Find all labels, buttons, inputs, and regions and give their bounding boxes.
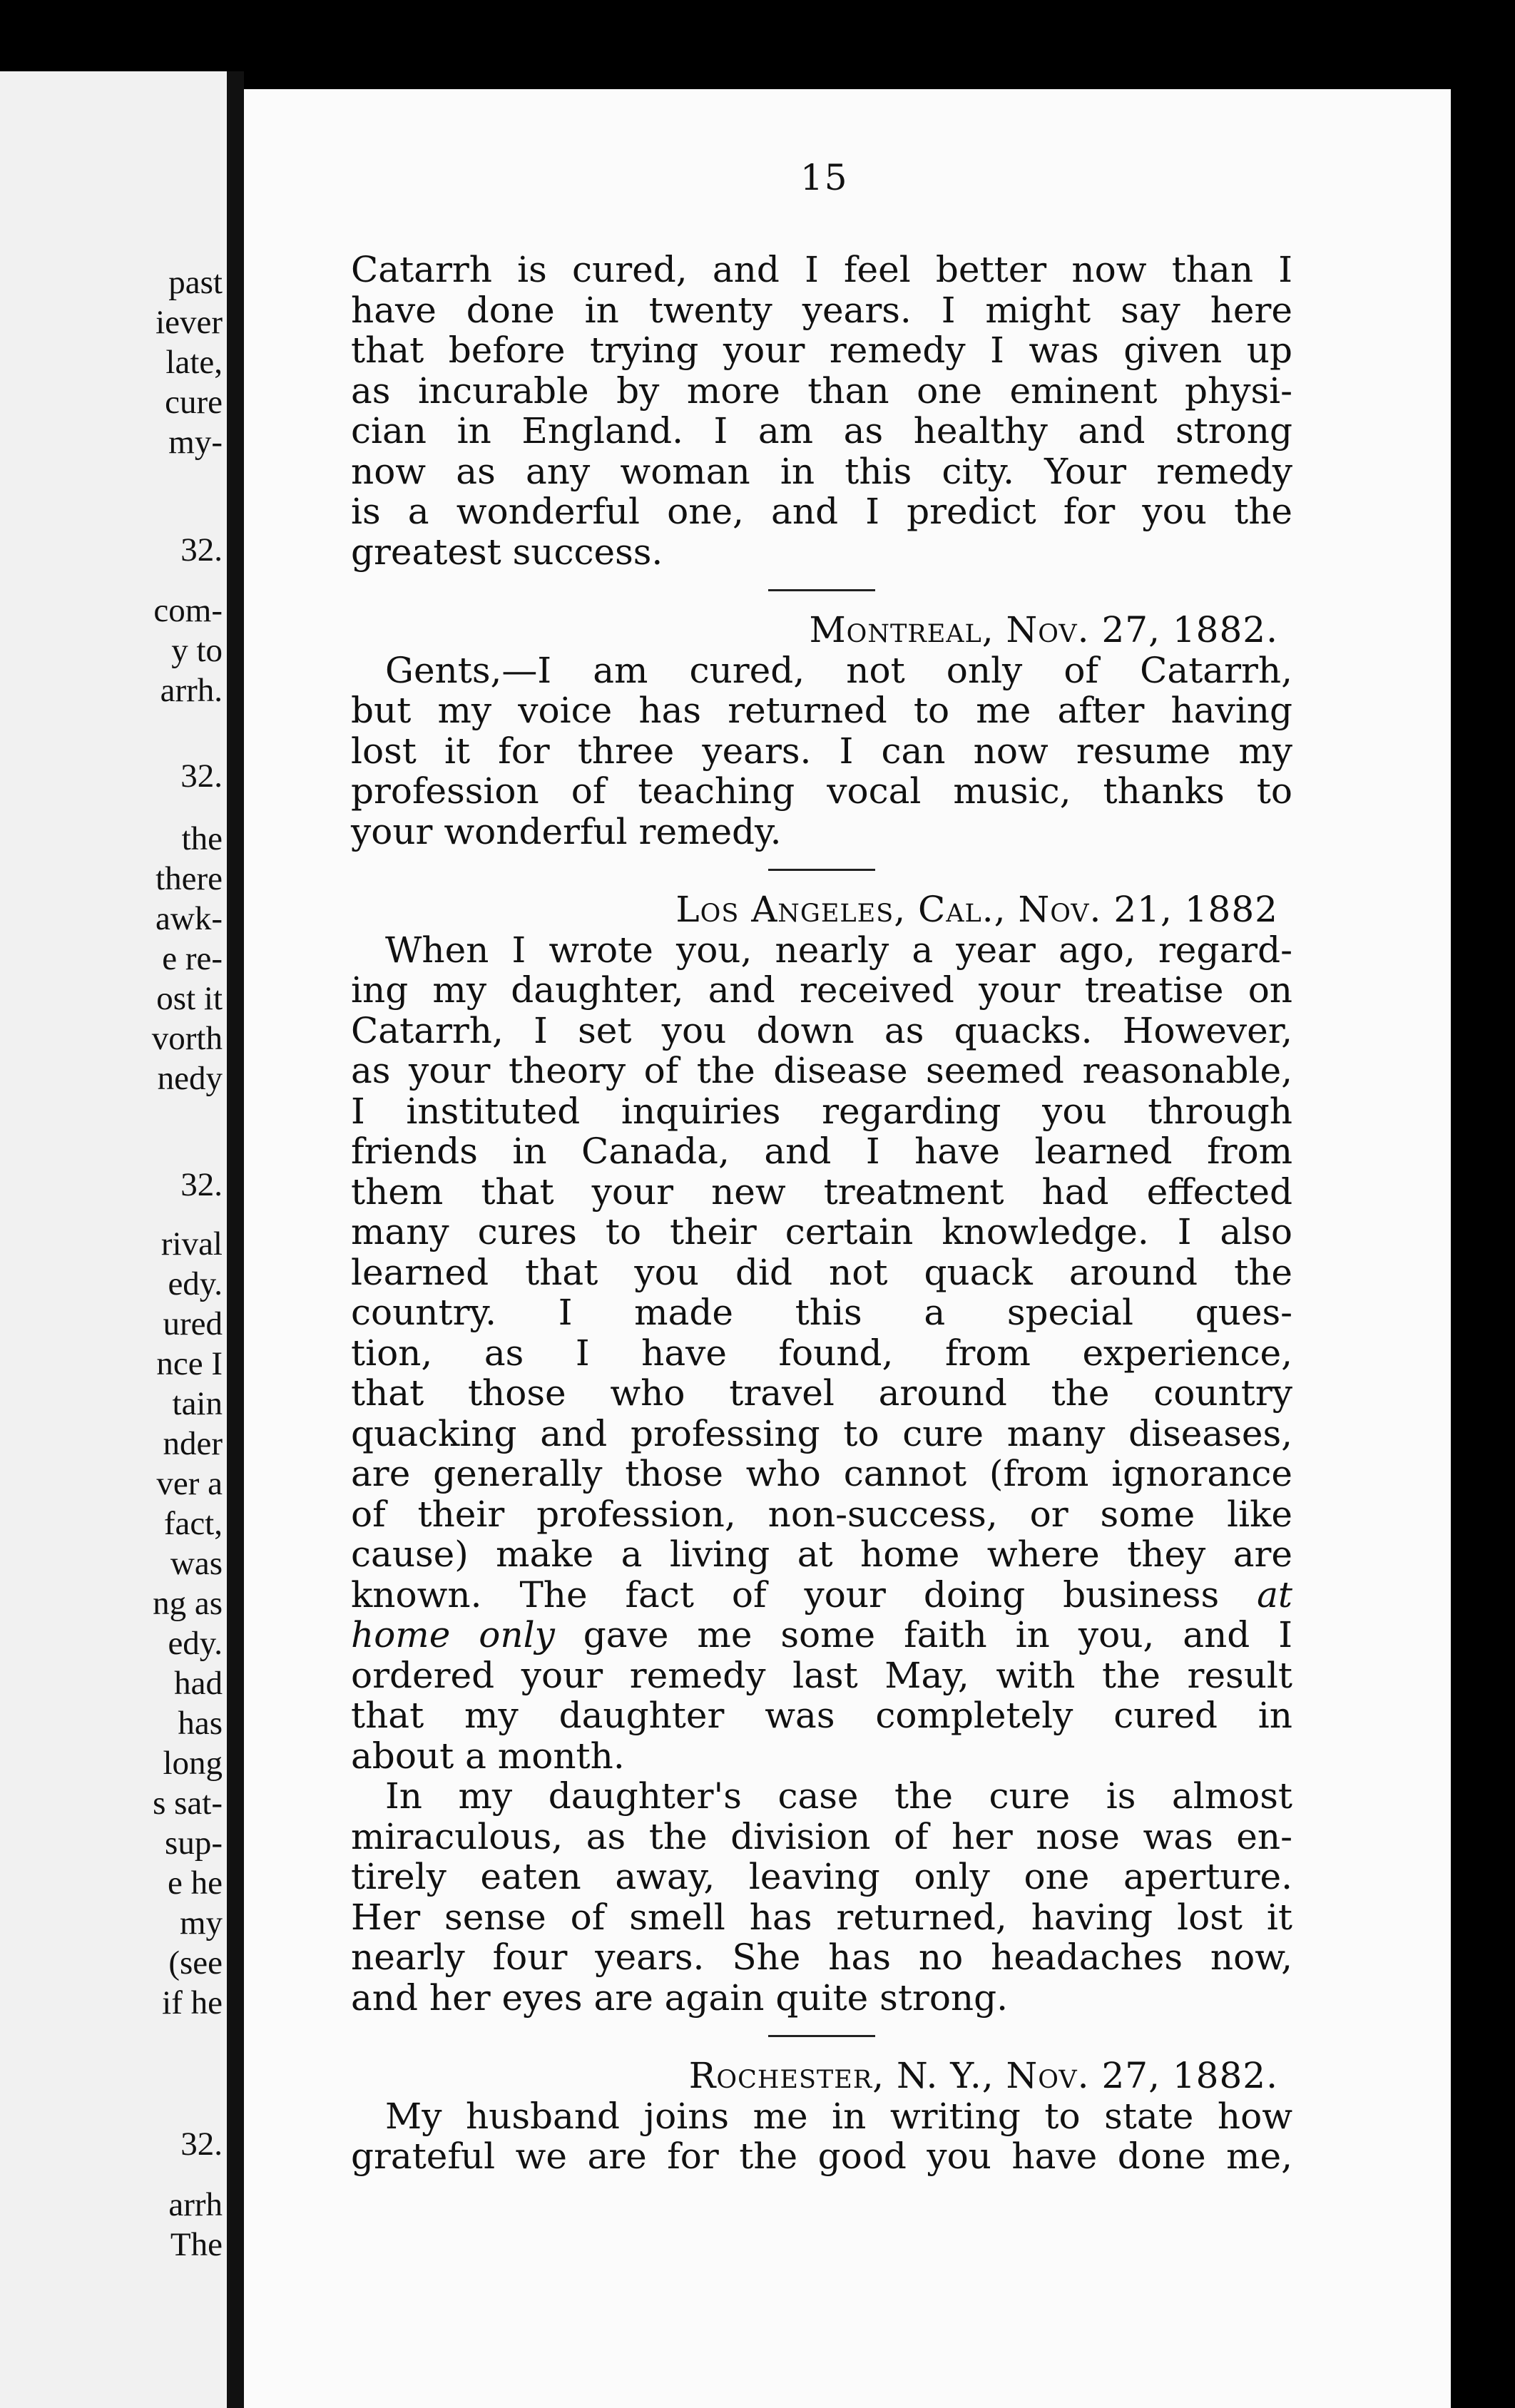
text-line: cause) make a living at home where they are <box>351 1534 1292 1575</box>
prev-page-line: nder <box>163 1425 223 1462</box>
prev-page-line: ured <box>163 1305 223 1342</box>
letter-continued <box>351 250 1292 572</box>
text-line: about a month. <box>351 1735 625 1777</box>
prev-page-line: late, <box>165 344 223 381</box>
section-divider <box>768 2035 875 2037</box>
text-line: My husband joins me in writing to state how <box>385 2095 1292 2137</box>
section-divider <box>768 589 875 591</box>
text-line: quacking and professing to cure many diseases, <box>351 1412 1292 1454</box>
section-divider <box>768 869 875 871</box>
text-line: tion, as I have found, from experience, <box>351 1332 1292 1374</box>
text-line: country. I made this a special ques- <box>351 1292 1292 1333</box>
text-line: as your theory of the disease seemed reasonable, <box>351 1050 1292 1091</box>
text-line: greatest success. <box>351 531 663 573</box>
letter-los-angeles <box>351 889 1292 2018</box>
prev-page-line: rival <box>160 1225 223 1262</box>
prev-page-line: nedy <box>157 1060 223 1097</box>
prev-page-line: (see <box>168 1944 223 1981</box>
prev-page-line: ng as <box>153 1585 223 1622</box>
prev-page-line: fact, <box>163 1505 223 1542</box>
dateline: Rochester, N. Y., Nov. 27, 1882. <box>688 2055 1278 2096</box>
prev-page-line: com- <box>153 592 223 629</box>
prev-page-line: edy. <box>168 1625 223 1662</box>
text-line: are generally those who cannot (from ignorance <box>351 1453 1292 1494</box>
book-gutter <box>227 71 244 2408</box>
prev-page-line: sup- <box>165 1825 223 1862</box>
text-line: your wonderful remedy. <box>351 810 782 852</box>
prev-page-line: 32. <box>180 757 223 795</box>
prev-page-line: my <box>179 1904 223 1942</box>
prev-page-line: long <box>163 1745 223 1782</box>
text-line: learned that you did not quack around the <box>351 1251 1292 1293</box>
text-line: cian in England. I am as healthy and strong <box>351 410 1292 452</box>
prev-page-line: tain <box>172 1385 223 1422</box>
prev-page-line: if he <box>162 1984 223 2021</box>
text-line: nearly four years. She has no headaches now, <box>351 1937 1292 1978</box>
prev-page-line: edy. <box>168 1265 223 1302</box>
text-line: ing my daughter, and received your treatise on <box>351 969 1292 1011</box>
prev-page-line: e re- <box>162 940 223 977</box>
page-body <box>351 250 1292 2177</box>
dateline: Montreal, Nov. 27, 1882. <box>809 609 1278 651</box>
prev-page-line: arrh. <box>160 672 223 709</box>
previous-page-fragment <box>0 71 227 2408</box>
prev-page-line: vorth <box>151 1020 223 1057</box>
page-number: 15 <box>800 157 849 198</box>
text-line: that my daughter was completely cured in <box>351 1695 1292 1736</box>
dateline: Los Angeles, Cal., Nov. 21, 1882 <box>675 889 1278 930</box>
prev-page-line: has <box>178 1705 223 1742</box>
prev-page-line: nce I <box>156 1345 223 1382</box>
prev-page-line: was <box>170 1545 223 1582</box>
text-line: that those who travel around the country <box>351 1372 1292 1414</box>
prev-page-line: my- <box>168 424 223 461</box>
prev-page-line: awk- <box>155 900 223 937</box>
text-line: them that your new treatment had effected <box>351 1170 1292 1213</box>
prev-page-line: 32. <box>180 2126 223 2163</box>
prev-page-line: arrh <box>168 2186 223 2223</box>
text-line: home only gave me some faith in you, and I <box>351 1614 1293 1656</box>
text-line: Her sense of smell has returned, having lost it <box>351 1896 1292 1938</box>
prev-page-line: e he <box>168 1864 223 1902</box>
letter-rochester <box>351 2056 1292 2177</box>
text-line: as incurable by more than one eminent physi- <box>351 369 1292 412</box>
prev-page-line: y to <box>171 632 223 669</box>
text-line: profession of teaching vocal music, thanks to <box>351 770 1292 812</box>
text-line: miraculous, as the division of her nose was en- <box>351 1815 1292 1857</box>
text-line: grateful we are for the good you have done me, <box>351 2136 1292 2177</box>
text-line: friends in Canada, and I have learned from <box>351 1131 1292 1172</box>
text-line: is a wonderful one, and I predict for you the <box>351 491 1292 532</box>
text-line: I instituted inquiries regarding you through <box>351 1090 1292 1132</box>
text-line: but my voice has returned to me after having <box>351 690 1292 731</box>
text-line: of their profession, non-success, or some like <box>351 1493 1292 1535</box>
text-line: tirely eaten away, leaving only one aperture. <box>351 1856 1292 1897</box>
text-line: lost it for three years. I can now resume my <box>351 730 1292 772</box>
text-line: have done in twenty years. I might say here <box>351 289 1292 331</box>
letter-montreal <box>351 610 1292 852</box>
prev-page-line: s sat- <box>153 1785 223 1822</box>
text-line: In my daughter's case the cure is almost <box>385 1775 1292 1817</box>
text-line: known. The fact of your doing business at <box>351 1573 1292 1616</box>
text-line: Catarrh is cured, and I feel better now than I <box>351 249 1292 290</box>
text-line: ordered your remedy last May, with the result <box>351 1654 1292 1696</box>
prev-page-line: 32. <box>180 1166 223 1203</box>
text-line: and her eyes are again quite strong. <box>351 1976 1009 2019</box>
text-line: When I wrote you, nearly a year ago, regard- <box>385 929 1292 971</box>
prev-page-line: there <box>155 860 223 897</box>
prev-page-line: the <box>181 820 223 857</box>
prev-page-line: The <box>170 2226 223 2263</box>
prev-page-line: ost it <box>156 980 223 1017</box>
text-line: many cures to their certain knowledge. I also <box>351 1211 1292 1253</box>
prev-page-line: 32. <box>180 531 223 568</box>
prev-page-line: past <box>168 264 223 301</box>
prev-page-line: had <box>174 1665 223 1702</box>
prev-page-line: iever <box>155 304 223 341</box>
text-line: that before trying your remedy I was given up <box>351 330 1292 371</box>
text-line: Catarrh, I set you down as quacks. However, <box>351 1009 1292 1051</box>
text-line: Gents,—I am cured, not only of Catarrh, <box>385 649 1292 691</box>
text-line: now as any woman in this city. Your remedy <box>351 450 1292 492</box>
prev-page-line: cure <box>165 384 223 421</box>
prev-page-line: ver a <box>156 1465 223 1502</box>
page <box>244 89 1451 2408</box>
